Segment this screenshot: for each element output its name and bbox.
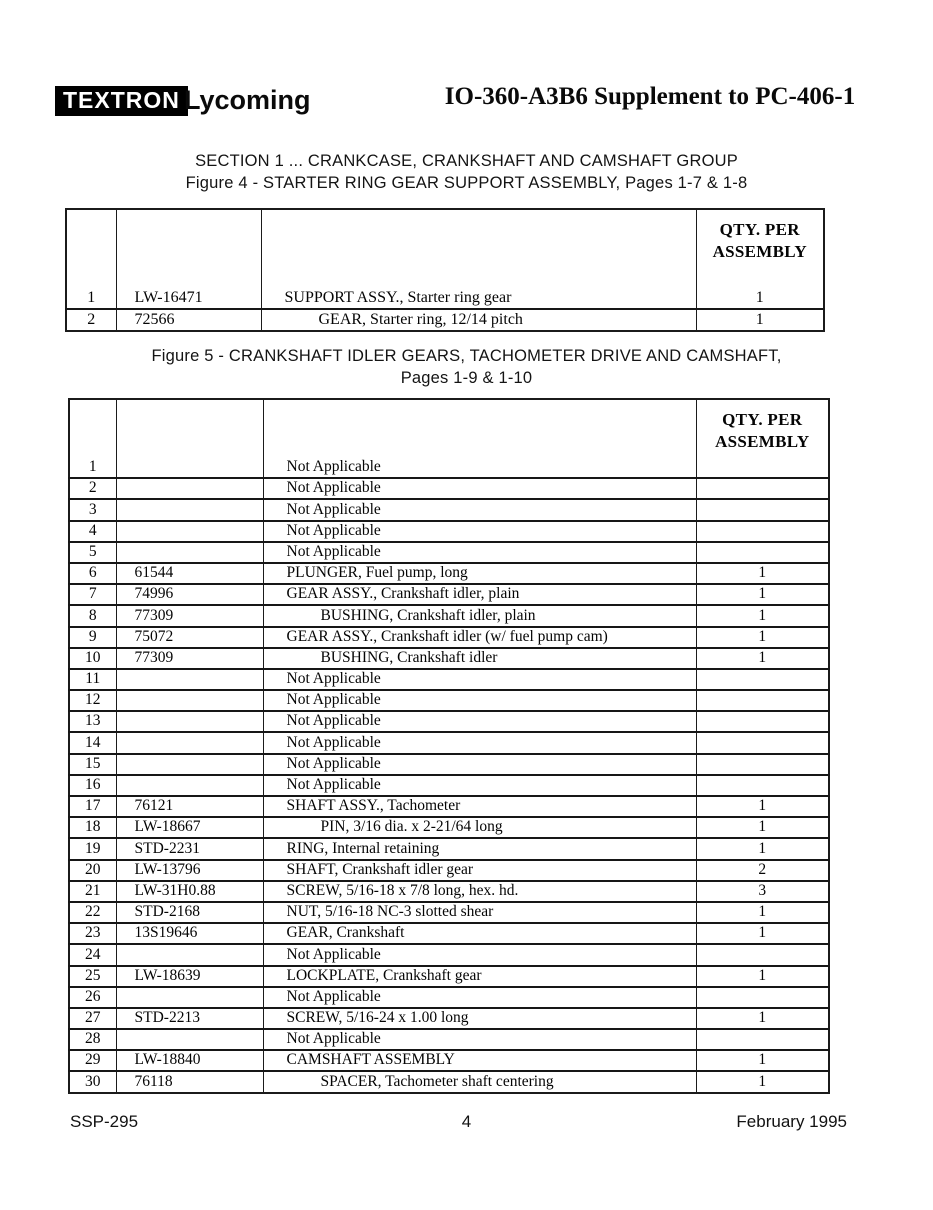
item-number-cell: 10 bbox=[69, 648, 116, 669]
table-row bbox=[69, 690, 829, 711]
item-number-cell: 1 bbox=[69, 457, 116, 478]
part-number-cell: 77309 bbox=[116, 648, 263, 669]
qty-cell bbox=[696, 542, 829, 563]
qty-cell bbox=[696, 711, 829, 732]
item-number-cell: 6 bbox=[69, 563, 116, 584]
item-number-cell: 17 bbox=[69, 796, 116, 817]
table-row bbox=[69, 521, 829, 542]
qty-header-line2: ASSEMBLY bbox=[715, 432, 810, 452]
description-cell: GEAR, Starter ring, 12/14 pitch bbox=[261, 309, 696, 331]
part-number-cell: STD-2213 bbox=[116, 1008, 263, 1029]
figure5-title-line1: Figure 5 - CRANKSHAFT IDLER GEARS, TACHOMETER DRIVE AND CAMSHAFT, bbox=[151, 347, 782, 365]
description-cell: Not Applicable bbox=[263, 754, 696, 775]
qty-cell bbox=[696, 690, 829, 711]
part-number-cell: STD-2231 bbox=[116, 838, 263, 859]
item-number-cell: 14 bbox=[69, 732, 116, 753]
table-row bbox=[69, 944, 829, 965]
item-number-cell: 8 bbox=[69, 605, 116, 626]
description-cell: PLUNGER, Fuel pump, long bbox=[263, 563, 696, 584]
qty-cell bbox=[696, 944, 829, 965]
description-cell: SHAFT ASSY., Tachometer bbox=[263, 796, 696, 817]
table-row bbox=[69, 1050, 829, 1071]
qty-cell bbox=[696, 987, 829, 1008]
figure5-title-line2: Pages 1-9 & 1-10 bbox=[400, 369, 533, 387]
item-number-cell: 16 bbox=[69, 775, 116, 796]
description-cell: Not Applicable bbox=[263, 987, 696, 1008]
part-number-cell: 74996 bbox=[116, 584, 263, 605]
qty-per-assembly-header bbox=[696, 209, 824, 287]
table-row bbox=[69, 881, 829, 902]
qty-cell bbox=[696, 775, 829, 796]
part-number-cell bbox=[116, 499, 263, 520]
qty-cell bbox=[696, 499, 829, 520]
table-row bbox=[69, 796, 829, 817]
item-number-cell: 4 bbox=[69, 521, 116, 542]
description-cell: Not Applicable bbox=[263, 711, 696, 732]
table-row bbox=[69, 775, 829, 796]
table-row bbox=[69, 605, 829, 626]
description-cell: PIN, 3/16 dia. x 2-21/64 long bbox=[263, 817, 696, 838]
description-cell: NUT, 5/16-18 NC-3 slotted shear bbox=[263, 902, 696, 923]
qty-cell: 1 bbox=[696, 627, 829, 648]
item-number-cell: 3 bbox=[69, 499, 116, 520]
qty-cell: 1 bbox=[696, 902, 829, 923]
item-number-cell: 21 bbox=[69, 881, 116, 902]
item-number-cell: 26 bbox=[69, 987, 116, 1008]
part-number-cell bbox=[116, 457, 263, 478]
footer-document-number: SSP-295 bbox=[70, 1112, 139, 1131]
table-row bbox=[69, 966, 829, 987]
part-number-cell: LW-31H0.88 bbox=[116, 881, 263, 902]
description-cell: GEAR ASSY., Crankshaft idler, plain bbox=[263, 584, 696, 605]
part-number-cell: 13S19646 bbox=[116, 923, 263, 944]
item-number-cell: 28 bbox=[69, 1029, 116, 1050]
description-cell: Not Applicable bbox=[263, 944, 696, 965]
description-cell: Not Applicable bbox=[263, 499, 696, 520]
table-header-row bbox=[66, 209, 824, 287]
table-row bbox=[69, 627, 829, 648]
table-row bbox=[69, 1008, 829, 1029]
footer-page-number: 4 bbox=[461, 1112, 472, 1131]
qty-header-line1: QTY. PER bbox=[722, 410, 803, 429]
item-number-cell: 29 bbox=[69, 1050, 116, 1071]
qty-cell: 1 bbox=[696, 584, 829, 605]
description-cell: Not Applicable bbox=[263, 457, 696, 478]
textron-logo-text: TEXTRON bbox=[63, 87, 180, 113]
item-number-cell: 2 bbox=[69, 478, 116, 499]
qty-cell: 1 bbox=[696, 1008, 829, 1029]
qty-cell: 1 bbox=[758, 1072, 767, 1090]
description-cell: GEAR ASSY., Crankshaft idler (w/ fuel pump cam) bbox=[263, 627, 696, 648]
description-cell: Not Applicable bbox=[263, 690, 696, 711]
table-row bbox=[69, 669, 829, 690]
textron-logo bbox=[55, 86, 188, 116]
part-number-cell bbox=[116, 754, 263, 775]
part-number-cell bbox=[116, 1029, 263, 1050]
part-number-cell bbox=[116, 669, 263, 690]
item-number-cell: 15 bbox=[69, 754, 116, 775]
part-number-cell: STD-2168 bbox=[116, 902, 263, 923]
figure4-parts-table bbox=[65, 208, 825, 332]
footer-date: February 1995 bbox=[736, 1112, 847, 1131]
description-column-header bbox=[261, 209, 696, 287]
figure5-parts-table bbox=[68, 398, 830, 1094]
item-column-header bbox=[66, 209, 116, 287]
description-cell: SUPPORT ASSY., Starter ring gear bbox=[261, 287, 696, 309]
part-number-cell bbox=[116, 542, 263, 563]
item-number-cell: 30 bbox=[69, 1071, 116, 1092]
table-row bbox=[69, 817, 829, 838]
table-row bbox=[69, 838, 829, 859]
part-number-cell: LW-18639 bbox=[116, 966, 263, 987]
item-number-cell: 27 bbox=[69, 1008, 116, 1029]
part-number-cell bbox=[116, 732, 263, 753]
qty-per-assembly-header bbox=[696, 399, 829, 457]
qty-cell: 1 bbox=[696, 605, 829, 626]
table-row bbox=[69, 499, 829, 520]
qty-cell: 1 bbox=[696, 796, 829, 817]
qty-cell bbox=[696, 732, 829, 753]
part-number-cell bbox=[116, 987, 263, 1008]
table-row bbox=[69, 542, 829, 563]
item-number-cell: 9 bbox=[69, 627, 116, 648]
description-cell: Not Applicable bbox=[263, 1029, 696, 1050]
description-cell: Not Applicable bbox=[263, 478, 696, 499]
part-number-cell: 77309 bbox=[116, 605, 263, 626]
qty-cell: 1 bbox=[696, 287, 824, 309]
description-cell: GEAR, Crankshaft bbox=[263, 923, 696, 944]
qty-cell: 1 bbox=[696, 838, 829, 859]
qty-cell: 1 bbox=[755, 311, 764, 328]
item-number-cell: 2 bbox=[66, 309, 116, 331]
description-cell: SCREW, 5/16-18 x 7/8 long, hex. hd. bbox=[263, 881, 696, 902]
part-column-header bbox=[116, 399, 263, 457]
table-row bbox=[69, 987, 829, 1008]
qty-header-line1: QTY. PER bbox=[719, 220, 800, 239]
part-number-cell bbox=[116, 944, 263, 965]
qty-cell: 2 bbox=[696, 860, 829, 881]
description-cell: Not Applicable bbox=[263, 669, 696, 690]
description-cell: Not Applicable bbox=[263, 542, 696, 563]
table-row bbox=[69, 648, 829, 669]
item-number-cell: 25 bbox=[69, 966, 116, 987]
description-cell: BUSHING, Crankshaft idler, plain bbox=[263, 605, 696, 626]
figure4-title: Figure 4 - STARTER RING GEAR SUPPORT ASSEMBLY, Pages 1-7 & 1-8 bbox=[185, 174, 748, 192]
item-number-cell: 18 bbox=[69, 817, 116, 838]
table-row bbox=[69, 478, 829, 499]
qty-cell: 1 bbox=[696, 966, 829, 987]
qty-cell: 3 bbox=[696, 881, 829, 902]
item-number-cell: 12 bbox=[69, 690, 116, 711]
item-number-cell: 7 bbox=[69, 584, 116, 605]
part-column-header bbox=[116, 209, 261, 287]
item-number-cell: 22 bbox=[69, 902, 116, 923]
item-number-cell: 11 bbox=[69, 669, 116, 690]
qty-cell bbox=[696, 754, 829, 775]
table-header-row bbox=[69, 399, 829, 457]
part-number-cell bbox=[116, 775, 263, 796]
table-row bbox=[69, 457, 829, 478]
table-row bbox=[69, 754, 829, 775]
description-cell: Not Applicable bbox=[263, 732, 696, 753]
lycoming-brand-text: Lycoming bbox=[184, 85, 311, 115]
part-number-cell bbox=[116, 711, 263, 732]
description-cell: Not Applicable bbox=[263, 775, 696, 796]
table-row bbox=[66, 287, 824, 309]
description-cell: Not Applicable bbox=[263, 521, 696, 542]
part-number-cell: LW-13796 bbox=[116, 860, 263, 881]
item-number-cell: 23 bbox=[69, 923, 116, 944]
qty-cell bbox=[696, 478, 829, 499]
qty-cell: 1 bbox=[696, 1050, 829, 1071]
table-row bbox=[66, 309, 824, 331]
description-cell: LOCKPLATE, Crankshaft gear bbox=[263, 966, 696, 987]
description-cell: BUSHING, Crankshaft idler bbox=[263, 648, 696, 669]
table-row bbox=[69, 732, 829, 753]
qty-cell: 1 bbox=[696, 563, 829, 584]
part-number-cell: LW-18667 bbox=[116, 817, 263, 838]
part-number-cell: LW-18840 bbox=[116, 1050, 263, 1071]
description-cell: SPACER, Tachometer shaft centering bbox=[263, 1071, 696, 1092]
qty-header-line2: ASSEMBLY bbox=[712, 242, 807, 262]
item-number-cell: 24 bbox=[69, 944, 116, 965]
table-row bbox=[69, 923, 829, 944]
qty-cell: 1 bbox=[696, 648, 829, 669]
item-number-cell: 20 bbox=[69, 860, 116, 881]
part-number-cell bbox=[116, 521, 263, 542]
item-number-cell: 1 bbox=[66, 287, 116, 309]
section-title: SECTION 1 ... CRANKCASE, CRANKSHAFT AND CAMSHAFT GROUP bbox=[195, 152, 738, 170]
table-row bbox=[69, 711, 829, 732]
document-title: IO-360-A3B6 Supplement to PC-406-1 bbox=[444, 83, 856, 110]
description-cell: SHAFT, Crankshaft idler gear bbox=[263, 860, 696, 881]
item-number-cell: 19 bbox=[69, 838, 116, 859]
table-row bbox=[69, 902, 829, 923]
part-number-cell bbox=[116, 690, 263, 711]
table-row bbox=[69, 563, 829, 584]
part-number-cell bbox=[116, 478, 263, 499]
table-row bbox=[69, 1029, 829, 1050]
item-number-cell: 5 bbox=[69, 542, 116, 563]
description-cell: SCREW, 5/16-24 x 1.00 long bbox=[263, 1008, 696, 1029]
part-number-cell: 72566 bbox=[116, 309, 261, 331]
part-number-cell: 76121 bbox=[116, 796, 263, 817]
table-row bbox=[69, 584, 829, 605]
item-column-header bbox=[69, 399, 116, 457]
description-column-header bbox=[263, 399, 696, 457]
table-row bbox=[69, 1071, 829, 1092]
description-cell: CAMSHAFT ASSEMBLY bbox=[263, 1050, 696, 1071]
item-number-cell: 13 bbox=[69, 711, 116, 732]
part-number-cell: 61544 bbox=[116, 563, 263, 584]
qty-cell: 1 bbox=[696, 923, 829, 944]
qty-cell bbox=[696, 457, 829, 478]
part-number-cell: 75072 bbox=[116, 627, 263, 648]
table-row bbox=[69, 860, 829, 881]
part-number-cell: LW-16471 bbox=[116, 287, 261, 309]
part-number-cell: 76118 bbox=[116, 1071, 263, 1092]
description-cell: RING, Internal retaining bbox=[263, 838, 696, 859]
qty-cell bbox=[696, 1029, 829, 1050]
qty-cell: 1 bbox=[696, 817, 829, 838]
qty-cell bbox=[696, 669, 829, 690]
qty-cell bbox=[696, 521, 829, 542]
